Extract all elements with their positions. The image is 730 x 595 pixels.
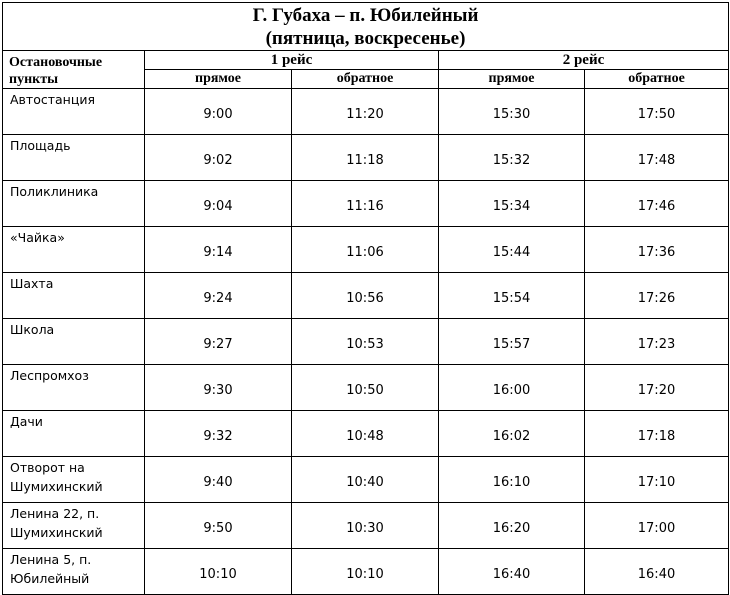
time-trip1-backward: 10:10 bbox=[292, 549, 439, 595]
table-row bbox=[3, 319, 729, 365]
table-row bbox=[3, 135, 729, 181]
stop-name: Ленина 22, п. Шумихинский bbox=[3, 503, 145, 549]
table-row bbox=[3, 457, 729, 503]
time-trip2-forward: 15:34 bbox=[439, 181, 585, 227]
time-trip2-backward: 17:48 bbox=[585, 135, 729, 181]
table-row bbox=[3, 549, 729, 595]
table-row bbox=[3, 227, 729, 273]
schedule-title bbox=[3, 3, 729, 51]
title-row bbox=[3, 3, 729, 51]
time-trip2-forward: 15:44 bbox=[439, 227, 585, 273]
time-trip2-forward: 16:10 bbox=[439, 457, 585, 503]
time-trip1-backward: 10:30 bbox=[292, 503, 439, 549]
stop-name: Площадь bbox=[3, 135, 145, 181]
time-trip2-forward: 15:30 bbox=[439, 89, 585, 135]
stop-name: «Чайка» bbox=[3, 227, 145, 273]
time-trip2-backward: 17:00 bbox=[585, 503, 729, 549]
time-trip2-backward: 17:50 bbox=[585, 89, 729, 135]
time-trip2-forward: 16:40 bbox=[439, 549, 585, 595]
time-trip2-backward: 16:40 bbox=[585, 549, 729, 595]
header-trip-1: 1 рейс bbox=[145, 51, 439, 70]
stop-name: Школа bbox=[3, 319, 145, 365]
time-trip1-forward: 9:32 bbox=[145, 411, 292, 457]
time-trip1-forward: 9:04 bbox=[145, 181, 292, 227]
schedule-table bbox=[2, 2, 729, 595]
header-row-trips bbox=[3, 51, 729, 70]
time-trip1-backward: 11:06 bbox=[292, 227, 439, 273]
time-trip2-forward: 16:02 bbox=[439, 411, 585, 457]
time-trip1-backward: 10:53 bbox=[292, 319, 439, 365]
table-row bbox=[3, 411, 729, 457]
stop-name: Автостанция bbox=[3, 89, 145, 135]
schedule-rows bbox=[3, 89, 729, 595]
time-trip1-forward: 10:10 bbox=[145, 549, 292, 595]
header-trip1-forward: прямое bbox=[145, 70, 292, 89]
time-trip2-backward: 17:23 bbox=[585, 319, 729, 365]
stop-name: Поликлиника bbox=[3, 181, 145, 227]
stop-name: Шахта bbox=[3, 273, 145, 319]
time-trip1-forward: 9:00 bbox=[145, 89, 292, 135]
table-row bbox=[3, 365, 729, 411]
header-trip2-forward: прямое bbox=[439, 70, 585, 89]
time-trip1-backward: 11:16 bbox=[292, 181, 439, 227]
time-trip2-forward: 15:57 bbox=[439, 319, 585, 365]
time-trip2-forward: 15:54 bbox=[439, 273, 585, 319]
time-trip1-backward: 11:18 bbox=[292, 135, 439, 181]
table-row bbox=[3, 503, 729, 549]
table-row bbox=[3, 89, 729, 135]
time-trip2-backward: 17:18 bbox=[585, 411, 729, 457]
time-trip2-forward: 16:00 bbox=[439, 365, 585, 411]
time-trip1-backward: 10:50 bbox=[292, 365, 439, 411]
time-trip2-backward: 17:46 bbox=[585, 181, 729, 227]
table-row bbox=[3, 273, 729, 319]
time-trip2-backward: 17:36 bbox=[585, 227, 729, 273]
time-trip1-forward: 9:50 bbox=[145, 503, 292, 549]
time-trip1-backward: 10:48 bbox=[292, 411, 439, 457]
time-trip1-forward: 9:27 bbox=[145, 319, 292, 365]
stop-name: Отворот на Шумихинский bbox=[3, 457, 145, 503]
time-trip1-forward: 9:02 bbox=[145, 135, 292, 181]
time-trip2-backward: 17:26 bbox=[585, 273, 729, 319]
time-trip1-backward: 10:40 bbox=[292, 457, 439, 503]
time-trip1-forward: 9:30 bbox=[145, 365, 292, 411]
stop-name: Леспромхоз bbox=[3, 365, 145, 411]
time-trip1-forward: 9:40 bbox=[145, 457, 292, 503]
time-trip2-backward: 17:20 bbox=[585, 365, 729, 411]
time-trip2-forward: 15:32 bbox=[439, 135, 585, 181]
time-trip2-backward: 17:10 bbox=[585, 457, 729, 503]
title-days: (пятница, воскресенье) bbox=[265, 27, 466, 49]
header-trip-2: 2 рейс bbox=[439, 51, 729, 70]
time-trip1-forward: 9:24 bbox=[145, 273, 292, 319]
title-route: Г. Губаха – п. Юбилейный bbox=[252, 4, 479, 26]
header-stops: Остановочные пункты bbox=[3, 51, 145, 89]
stop-name: Дачи bbox=[3, 411, 145, 457]
header-trip1-backward: обратное bbox=[292, 70, 439, 89]
time-trip1-forward: 9:14 bbox=[145, 227, 292, 273]
table-row bbox=[3, 181, 729, 227]
time-trip1-backward: 11:20 bbox=[292, 89, 439, 135]
header-trip2-backward: обратное bbox=[585, 70, 729, 89]
time-trip1-backward: 10:56 bbox=[292, 273, 439, 319]
stop-name: Ленина 5, п. Юбилейный bbox=[3, 549, 145, 595]
time-trip2-forward: 16:20 bbox=[439, 503, 585, 549]
